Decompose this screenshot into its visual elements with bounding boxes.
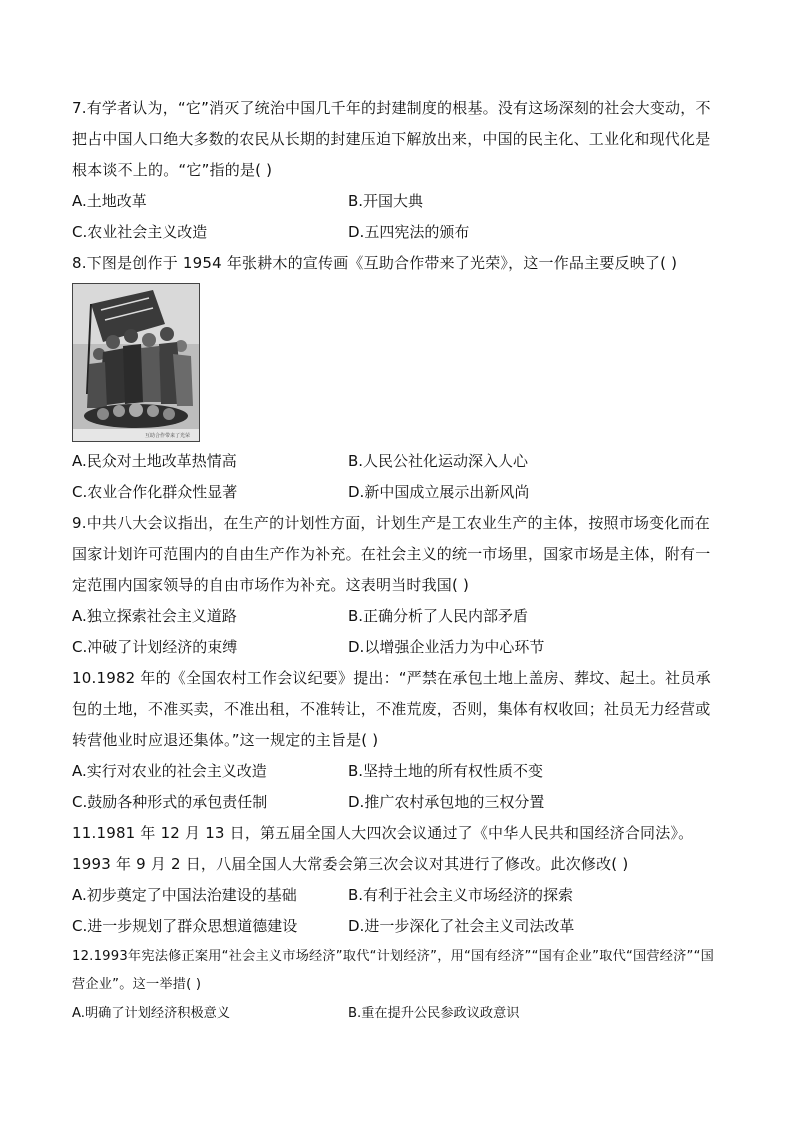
option-b: B.坚持土地的所有权性质不变 xyxy=(348,762,544,780)
question-9-options xyxy=(72,601,722,663)
question-9-stem: 9.中共八大会议指出，在生产的计划性方面，计划生产是工农业生产的主体，按照市场变化而在国家计划许可范围内的自由生产作为补充。在社会主义的统一市场里，国家市场是主体，附有一定范围内国家领导的自由市场作为补充。这表明当时我国( ) xyxy=(72,514,711,594)
option-b: B.重在提升公民参政议政意识 xyxy=(348,1006,520,1021)
option-a: A.实行对农业的社会主义改造 xyxy=(72,762,267,780)
option-b: B.人民公社化运动深入人心 xyxy=(348,452,529,470)
propaganda-poster-image xyxy=(72,283,200,442)
question-11-options xyxy=(72,880,722,942)
option-c: C.鼓励各种形式的承包责任制 xyxy=(72,793,268,811)
option-a: A.独立探索社会主义道路 xyxy=(72,607,237,625)
question-10-options xyxy=(72,756,722,818)
question-10-stem: 10.1982 年的《全国农村工作会议纪要》提出：“严禁在承包土地上盖房、葬坟、起土。社员承包的土地，不准买卖，不准出租，不准转让，不准荒废，否则，集体有权收回；社员无力经营或转营他业时应退还集体。”这一规定的主旨是( ) xyxy=(72,669,711,749)
question-8-options xyxy=(72,446,722,508)
option-c: C.冲破了计划经济的束缚 xyxy=(72,638,238,656)
option-d: D.进一步深化了社会主义司法改革 xyxy=(348,917,575,935)
option-c: C.进一步规划了群众思想道德建设 xyxy=(72,917,298,935)
option-b: B.正确分析了人民内部矛盾 xyxy=(348,607,529,625)
option-c: C.农业合作化群众性显著 xyxy=(72,483,238,501)
question-12-options xyxy=(72,998,722,1029)
option-a: A.土地改革 xyxy=(72,192,147,210)
poster-illustration xyxy=(73,284,199,441)
option-d: D.以增强企业活力为中心环节 xyxy=(348,638,545,656)
option-d: D.新中国成立展示出新风尚 xyxy=(348,483,530,501)
question-12-stem: 12.1993年宪法修正案用“社会主义市场经济”取代“计划经济”，用“国有经济”“国有企业”取代“国营经济”“国营企业”。这一举措( ) xyxy=(72,949,715,992)
option-d: D.五四宪法的颁布 xyxy=(348,223,470,241)
question-11-stem: 11.1981 年 12 月 13 日，第五届全国人大四次会议通过了《中华人民共和国经济合同法》。1993 年 9 月 2 日，八届全国人大常委会第三次会议对其进行了修改。此次修改( ) xyxy=(72,824,694,873)
option-a: A.初步奠定了中国法治建设的基础 xyxy=(72,886,297,904)
option-c: C.农业社会主义改造 xyxy=(72,223,208,241)
question-7-stem: 7.有学者认为，“它”消灭了统治中国几千年的封建制度的根基。没有这场深刻的社会大变动，不把占中国人口绝大多数的农民从长期的封建压迫下解放出来，中国的民主化、工业化和现代化是根本谈不上的。“它”指的是( ) xyxy=(72,99,711,179)
option-a: A.民众对土地改革热情高 xyxy=(72,452,237,470)
option-a: A.明确了计划经济积极意义 xyxy=(72,1006,231,1021)
option-b: B.有利于社会主义市场经济的探索 xyxy=(348,886,574,904)
question-7-options xyxy=(72,186,722,248)
option-b: B.开国大典 xyxy=(348,192,424,210)
option-d: D.推广农村承包地的三权分置 xyxy=(348,793,545,811)
question-8-stem: 8.下图是创作于 1954 年张耕木的宣传画《互助合作带来了光荣》，这一作品主要反映了( ) xyxy=(72,254,678,272)
poster-caption: 互助合作带来了光荣 xyxy=(145,433,191,439)
